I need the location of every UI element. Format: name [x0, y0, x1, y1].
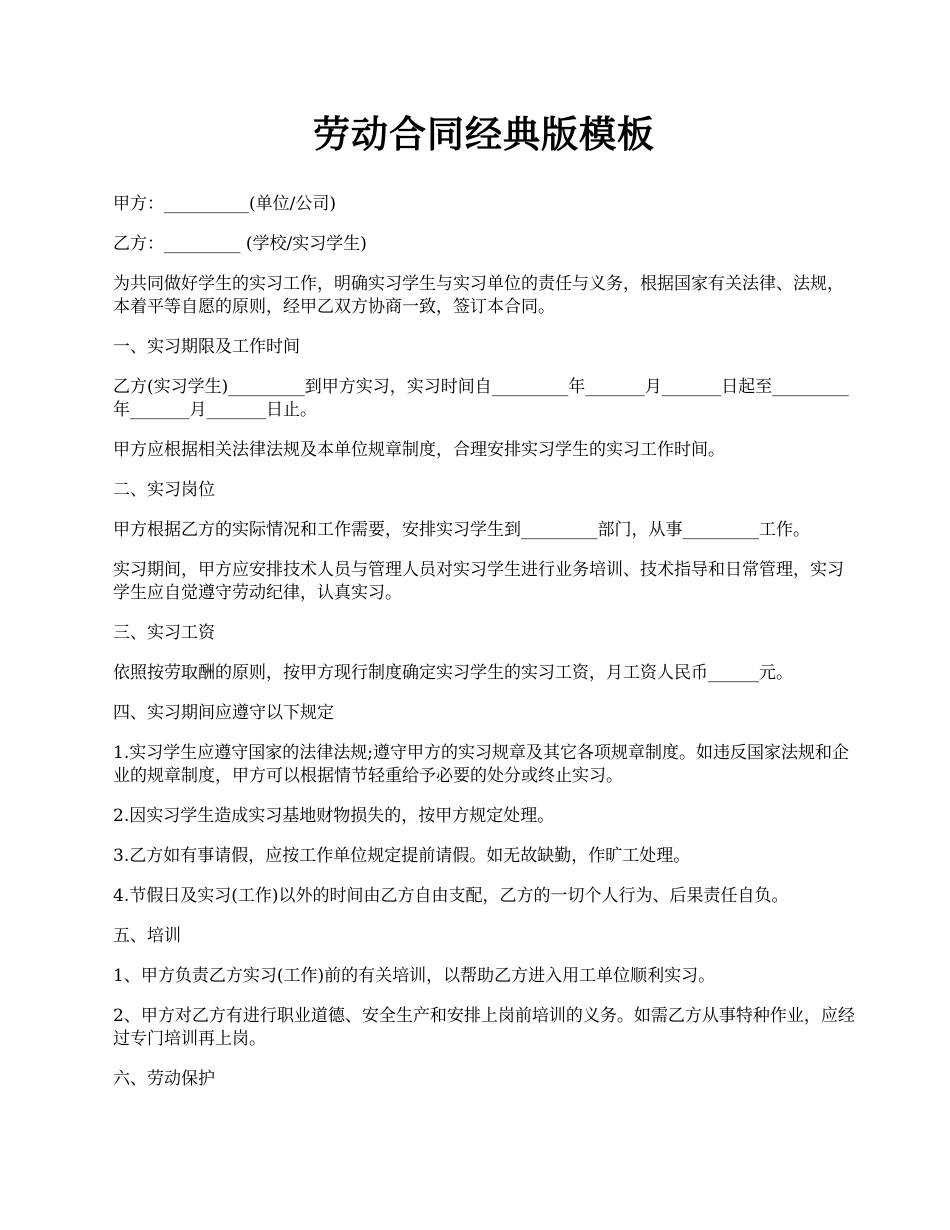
- section-1-paragraph-2: 甲方应根据相关法律法规及本单位规章制度，合理安排实习学生的实习工作时间。: [113, 440, 725, 460]
- section-3-paragraph-1: 依照按劳取酬的原则，按甲方现行制度确定实习学生的实习工资，月工资人民币______元。: [113, 663, 793, 683]
- section-heading-5: 五、培训: [113, 926, 181, 946]
- party-b-line: 乙方：_________ (学校/实习学生): [113, 234, 367, 254]
- rule-item-4: 4.节假日及实习(工作)以外的时间由乙方自由支配，乙方的一切个人行为、后果责任自负。: [113, 886, 789, 906]
- rule-item-3: 3.乙方如有事请假，应按工作单位规定提前请假。如无故缺勤，作旷工处理。: [113, 846, 691, 866]
- intro-paragraph: 为共同做好学生的实习工作，明确实习学生与实习单位的责任与义务，根据国家有关法律、法规，本着平等自愿的原则，经甲乙双方协商一致，签订本合同。: [113, 274, 844, 317]
- section-heading-3: 三、实习工资: [113, 623, 215, 643]
- section-heading-1: 一、实习期限及工作时间: [113, 337, 300, 357]
- party-a-line: 甲方：__________(单位/公司): [113, 194, 336, 214]
- rule-item-2: 2.因实习学生造成实习基地财物损失的，按甲方规定处理。: [113, 806, 555, 826]
- section-2-paragraph-1: 甲方根据乙方的实际情况和工作需要，安排实习学生到_________部门，从事_________工作。: [113, 520, 810, 540]
- section-2-paragraph-2: 实习期间，甲方应安排技术人员与管理人员对实习学生进行业务培训、技术指导和日常管理，实习学生应自觉遵守劳动纪律，认真实习。: [113, 560, 844, 603]
- section-heading-2: 二、实习岗位: [113, 480, 215, 500]
- rule-item-1: 1.实习学生应遵守国家的法律法规;遵守甲方的实习规章及其它各项规章制度。如违反国家法规和企业的规章制度，甲方可以根据情节轻重给予必要的处分或终止实习。: [113, 743, 849, 786]
- document-title: 劳动合同经典版模板: [313, 112, 655, 156]
- section-heading-6: 六、劳动保护: [113, 1069, 215, 1089]
- section-heading-4: 四、实习期间应遵守以下规定: [113, 703, 334, 723]
- section-1-paragraph-1: 乙方(实习学生)_________到甲方实习，实习时间自_________年_______月_______日起至_________年_______月_______日止。: [113, 377, 849, 420]
- training-item-1: 1、甲方负责乙方实习(工作)前的有关培训，以帮助乙方进入用工单位顺利实习。: [113, 966, 716, 986]
- training-item-2: 2、甲方对乙方有进行职业道德、安全生产和安排上岗前培训的义务。如需乙方从事特种作业，应经过专门培训再上岗。: [113, 1006, 855, 1049]
